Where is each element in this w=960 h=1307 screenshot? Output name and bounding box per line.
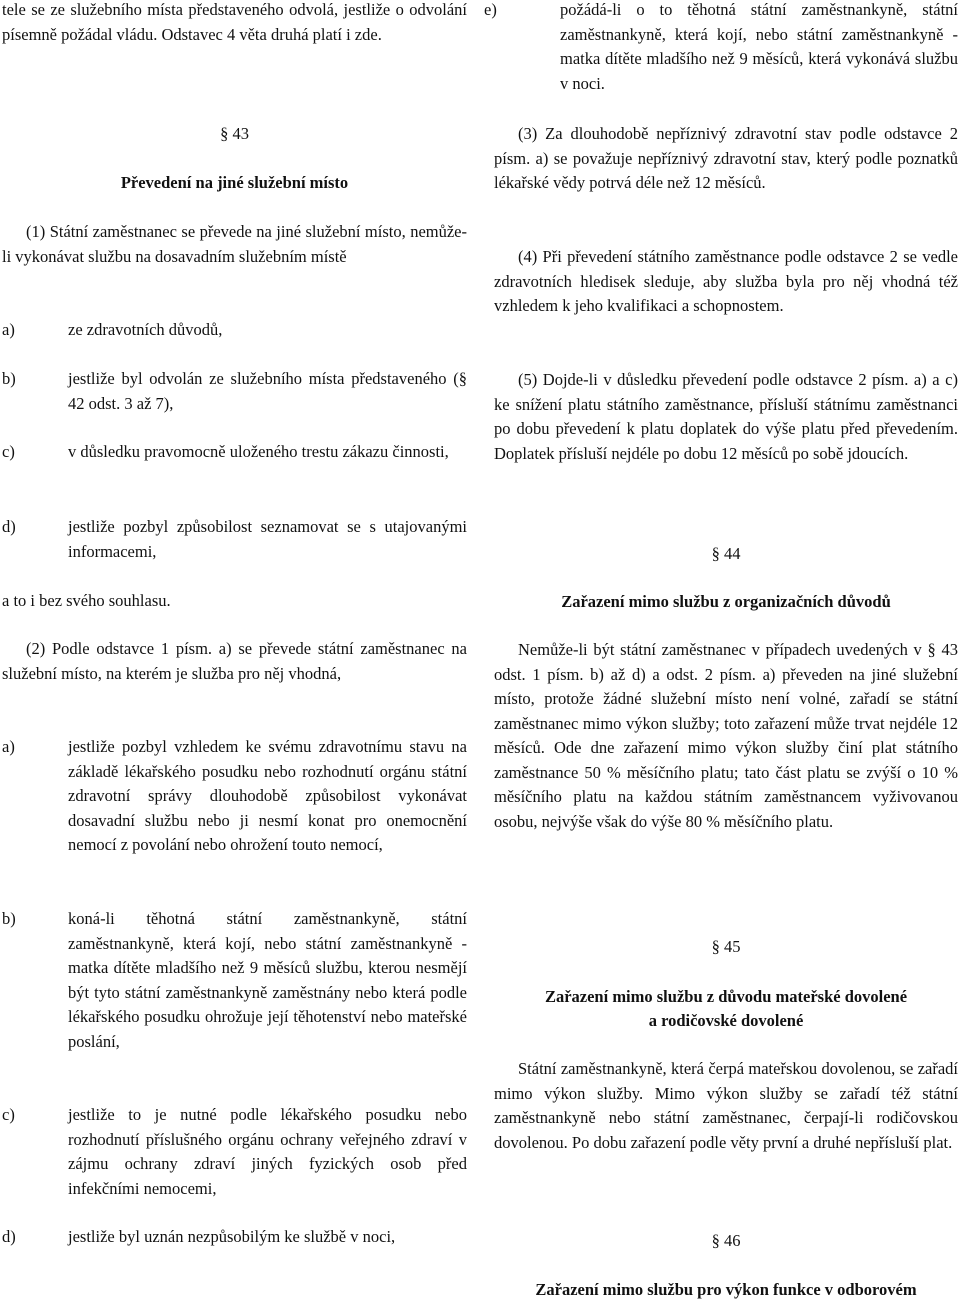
- list-item: [2, 515, 467, 564]
- list-item-marker: d): [2, 1227, 16, 1246]
- list-item-text: požádá-li o to těhotná státní zaměstnankyně, státní zaměstnankyně, která kojí, nebo státní zaměstnankyně - matka dítěte mladšího než 9 měsíců, která vykonává službu v noci.: [560, 0, 958, 93]
- section-43-title: Převedení na jiné služební místo: [120, 173, 349, 192]
- carry-over-paragraph: tele se ze služebního místa představeného odvolá, jestliže o odvolání písemně požádal vládu. Odstavec 4 věta druhá platí i zde.: [2, 0, 467, 44]
- paragraph-1-closing: a to i bez svého souhlasu.: [2, 591, 171, 610]
- section-44-text: Nemůže-li být státní zaměstnanec v případech uvedených v § 43 odst. 1 písm. b) až d) a odst. 2 písm. a) převeden na jiné služební místo, protože žádné služební místo není volné, zařadí se státní zaměstnanec mimo výkon služby; toto zařazení může trvat nejdéle 12 měsíců. Ode dne zařazení mimo výkon služby činí plat státního zaměstnance 50 % měsíčního platu; tato část platu se zvýší o 10 % měsíčního platu na každou státním zaměstnancem vyživovanou osobu, nejvýše však do výše 80 % měsíčního platu.: [494, 640, 958, 831]
- list-item-marker: c): [2, 442, 15, 461]
- list-item: [2, 440, 467, 465]
- list-item-marker: d): [2, 517, 16, 536]
- section-44-number: § 44: [711, 544, 741, 563]
- paragraph-1-intro: (1) Státní zaměstnanec se převede na jiné služební místo, nemůže-li vykonávat službu na dosavadním služebním místě: [2, 222, 467, 266]
- list-item-marker: c): [2, 1105, 15, 1124]
- section-45-text: Státní zaměstnankyně, která čerpá mateřskou dovolenou, se zařadí mimo výkon služby. Mimo výkon služby se zařadí též státní zaměstnankyně nebo státní zaměstnanec, čerpají-li rodičovskou dovolenou. Po dobu zařazení podle věty první a druhé nepřísluší plat.: [494, 1059, 958, 1152]
- paragraph-4: (4) Při převedení státního zaměstnance podle odstavce 2 se vedle zdravotních hledisek sleduje, aby služba byla pro něj vhodná též vzhledem k jeho kvalifikaci a schopnostem.: [494, 247, 958, 315]
- list-item-text: koná-li těhotná státní zaměstnankyně, státní zaměstnankyně, která kojí, nebo státní zaměstnankyně - matka dítěte mladšího než 9 měsíců službu, kterou nesmějí být tyto státní zaměstnankyně zaměstnány nebo která podle lékařského posudku ohrožuje její těhotenství nebo mateřské poslání,: [68, 909, 467, 1051]
- section-45-number: § 45: [711, 937, 741, 956]
- paragraph-2-intro: (2) Podle odstavce 1 písm. a) se převede státní zaměstnanec na služební místo, na kterém je služba pro něj vhodná,: [2, 639, 467, 683]
- list-item-text: jestliže byl uznán nezpůsobilým ke službě v noci,: [68, 1227, 396, 1246]
- list-item: [2, 318, 467, 343]
- list-item-text: v důsledku pravomocně uloženého trestu zákazu činnosti,: [68, 442, 449, 461]
- list-item-text: ze zdravotních důvodů,: [68, 320, 223, 339]
- paragraph-3: (3) Za dlouhodobě nepříznivý zdravotní stav podle odstavce 2 písm. a) se považuje nepříznivý zdravotní stav, který podle poznatků lékařské vědy potrvá déle než 12 měsíců.: [494, 124, 958, 192]
- list-item-text: jestliže to je nutné podle lékařského posudku nebo rozhodnutí příslušného orgánu ochrany veřejného zdraví v zájmu ochrany zdraví jiných fyzických osob před infekčními nemocemi,: [68, 1105, 467, 1198]
- section-45-title-line-2: a rodičovské dovolené: [648, 1011, 804, 1030]
- list-item-marker: a): [2, 320, 15, 339]
- list-item: [2, 907, 467, 1054]
- paragraph-5: (5) Dojde-li v důsledku převedení podle odstavce 2 písm. a) a c) ke snížení platu státního zaměstnance, přísluší státnímu zaměstnanci po dobu převedení k platu doplatek do výše platu před převedením. Doplatek přísluší nejdéle po dobu 12 měsíců po sobě jdoucích.: [494, 370, 958, 463]
- list-item: [2, 735, 467, 858]
- list-item-marker: b): [2, 909, 16, 928]
- list-item: [2, 367, 467, 416]
- list-item-text: jestliže byl odvolán ze služebního místa představeného (§ 42 odst. 3 až 7),: [68, 369, 467, 413]
- list-item-marker: b): [2, 369, 16, 388]
- list-item-text: jestliže pozbyl vzhledem ke svému zdravotnímu stavu na základě lékařského posudku nebo rozhodnutí orgánu státní zdravotní správy dlouhodobě způsobilost vykonávat dosavadní službu nebo ji nesmí konat pro onemocnění nemocí z povolání nebo ohrožení touto nemocí,: [68, 737, 467, 854]
- list-item-marker: a): [2, 737, 15, 756]
- section-46-number: § 46: [711, 1231, 741, 1250]
- section-43-number: § 43: [220, 124, 249, 143]
- list-item-marker: e): [484, 0, 497, 19]
- list-item-text: jestliže pozbyl způsobilost seznamovat se s utajovanými informacemi,: [68, 517, 467, 561]
- section-46-title: Zařazení mimo službu pro výkon funkce v odborovém: [535, 1280, 917, 1299]
- list-item: [484, 0, 958, 96]
- section-44-title: Zařazení mimo službu z organizačních důvodů: [561, 592, 891, 611]
- list-item: [2, 1225, 467, 1250]
- list-item: [2, 1103, 467, 1201]
- section-45-title-line-1: Zařazení mimo službu z důvodu mateřské dovolené: [544, 987, 908, 1006]
